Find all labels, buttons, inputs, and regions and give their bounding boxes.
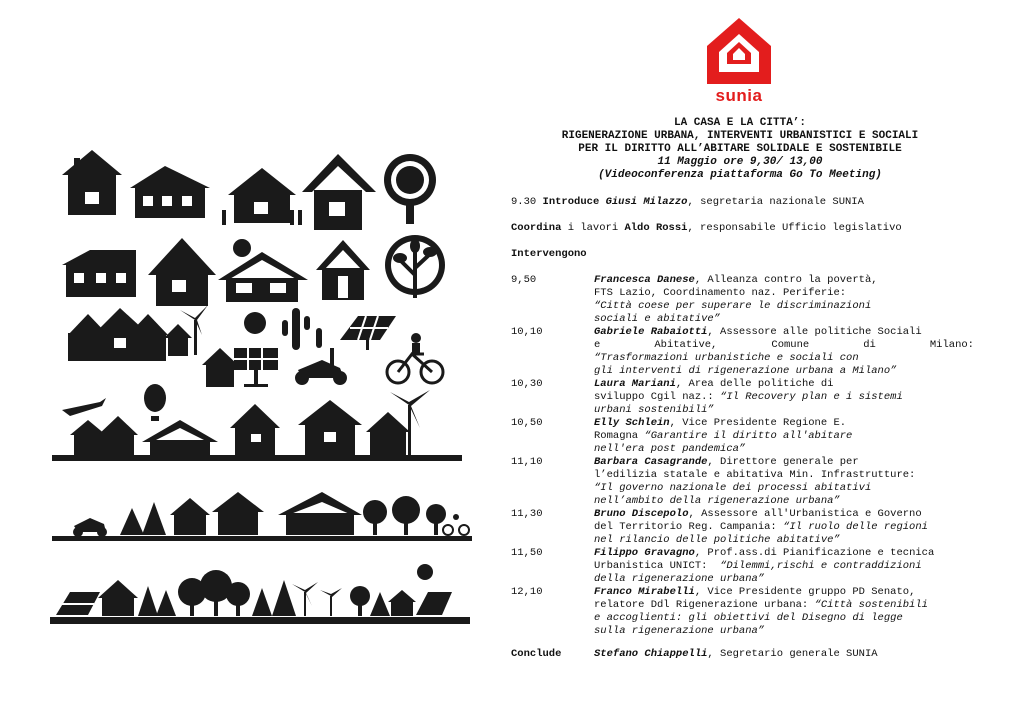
intro-time: 9.30 [511,196,537,208]
coord-speaker: Aldo Rossi [624,222,688,234]
house-icon [148,238,216,306]
coord-mid: i lavori [561,222,625,234]
talk-item: Elly Schlein, Vice Presidente Regione E. Romagna “Garantire il diritto all'abitare nell'era post pandemica” [594,417,853,455]
sunia-logo [705,16,773,106]
house-icon [302,154,376,230]
house-logo-icon [705,16,773,86]
scooter-icon [73,518,107,537]
sun-icon [244,312,266,334]
sun-icon [417,564,433,580]
speaker-name: Elly Schlein [594,417,670,429]
solar-panel-icon [340,316,396,350]
pine-tree-icon [120,502,166,535]
ground-line [50,617,470,624]
speaker-name: Gabriele Rabaiotti [594,326,708,338]
ground-line [52,536,472,541]
talk-time: 11,50 [511,547,543,559]
talk-item: Gabriele Rabaiotti, Assessore alle politiche Sociali e Abitative, Comune di Milano: “Trasformazioni urbanistiche e sociali con gli interventi di rigenerazione urbana a Milano” [594,326,974,377]
cactus-icon [282,308,322,350]
house-icon [98,580,138,616]
closing-line [594,648,878,661]
talk-item: Bruno Discepolo, Assessore all'Urbanistica e Governo del Territorio Reg. Campania: “Il ruolo delle regioni nel rilancio delle politiche abitative” [594,508,928,546]
event-date: 11 Maggio ore 9,30/ 13,00 [657,156,823,168]
talk-time: 10,10 [511,326,543,338]
intro-verb: Introduce [542,196,600,208]
ground-line [52,455,462,461]
talk-item: Filippo Gravagno, Prof.ass.di Pianificazione e tecnica Urbanistica UNICT: “Dilemmi,rischi e contraddizioni della rigenerazione urbana” [594,547,935,585]
intro-speaker: Giusi Milazzo [605,196,688,208]
houses-illustration [40,140,480,640]
talk-time: 11,10 [511,456,543,468]
wind-turbine-icon [292,582,342,616]
talk-item: Barbara Casagrande, Direttore generale per l’edilizia statale e abitativa Min. Infrastrutture: “Il governo nazionale dei processi abitativi nell’ambito della rigenerazione urbana” [594,456,916,507]
sun-icon [233,239,251,257]
house-icon [70,400,410,455]
tree-icon [178,570,250,616]
talk-time: 10,30 [511,378,543,390]
speaker-name: Bruno Discepolo [594,508,689,520]
speaker-name: Franco Mirabelli [594,586,695,598]
closing-verb: Conclude [511,648,562,660]
house-icon [222,168,302,225]
tree-icon [384,154,436,224]
logo-text: sunia [715,86,763,105]
speakers-heading: Intervengono [511,248,587,260]
coord-verb: Coordina [511,222,562,234]
speaker-name: Filippo Gravagno [594,547,695,559]
house-icon [170,492,362,535]
event-subtitle-line1: RIGENERAZIONE URBANA, INTERVENTI URBANISTICI E SOCIALI [561,130,919,142]
house-icon [68,308,168,361]
intro-line [511,196,864,209]
event-subtitle-line2: PER IL DIRITTO ALL’ABITARE SOLIDALE E SOSTENIBILE [578,143,902,155]
house-icon [202,348,238,387]
talk-time: 11,30 [511,508,543,520]
bicycle-icon [443,514,469,535]
speaker-name: Laura Mariani [594,378,676,390]
intro-role: , segretaria nazionale SUNIA [687,196,864,208]
house-icon [62,150,122,215]
speaker-name: Barbara Casagrande [594,456,708,468]
pine-tree-icon [138,586,176,616]
scooter-icon [295,348,347,385]
pine-tree-icon [252,580,296,616]
event-title: LA CASA E LA CITTA’: [673,117,807,129]
house-icon [316,240,370,300]
event-platform: (Videoconferenza piattaforma Go To Meeting) [598,169,882,181]
talk-item: Franco Mirabelli, Vice Presidente gruppo PD Senato, relatore Ddl Rigenerazione urbana: “Città sostenibili e accoglienti: gli obiettivi del Disegno di legge sulla rigenerazione urbana” [594,586,928,637]
talk-item: Laura Mariani, Area delle politiche di sviluppo Cgil naz.: “Il Recovery plan e i sistemi urbani sostenibili” [594,378,903,416]
tree-icon [350,586,390,616]
hot-air-balloon-icon [144,384,166,421]
solar-panel-icon [416,592,452,615]
speaker-name: Francesca Danese [594,274,695,286]
bicycle-icon [387,333,443,383]
closing-speaker: Stefano Chiappelli [594,648,708,660]
house-icon [164,324,192,356]
talk-time: 12,10 [511,586,543,598]
house-icon [388,590,416,616]
tree-icon [385,235,445,298]
coord-role: , responsabile Ufficio legislativo [687,222,902,234]
coord-line [511,222,902,235]
solar-panel-icon [56,592,100,615]
talk-item: Francesca Danese, Alleanza contro la povertà, FTS Lazio, Coordinamento naz. Periferie: “Città coese per superare le discriminazioni sociali e abitative” [594,274,878,325]
tree-icon [363,496,446,535]
airplane-icon [62,398,106,416]
house-icon [218,252,308,302]
solar-panel-icon [234,348,278,387]
talk-time: 10,50 [511,417,543,429]
house-icon [130,166,210,218]
talk-time: 9,50 [511,274,537,286]
house-icon [62,250,136,297]
closing-role: , Segretario generale SUNIA [707,648,878,660]
